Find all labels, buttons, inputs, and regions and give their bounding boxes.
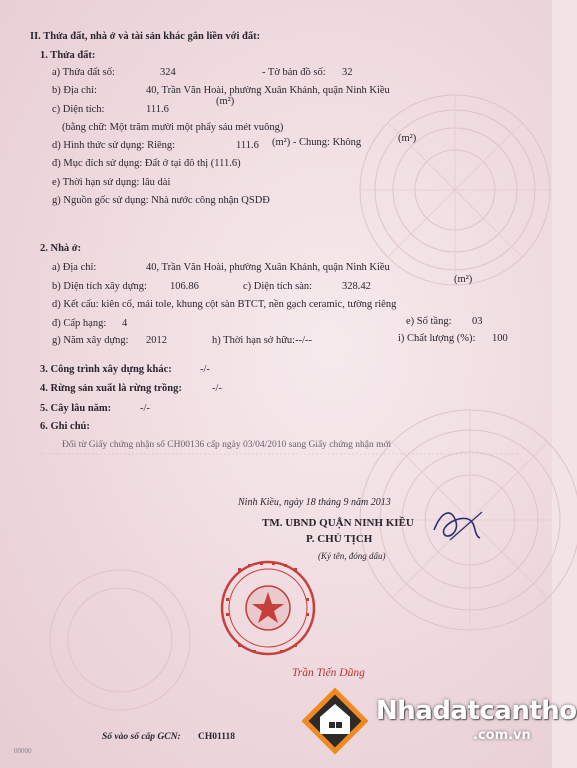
watermark-domain: .com.vn	[473, 728, 531, 743]
house-address-label: a) Địa chỉ:	[52, 262, 97, 273]
place-date: Ninh Kiều, ngày 18 tháng 9 năm 2013	[238, 497, 391, 508]
floors-value: 03	[472, 316, 483, 327]
usage-private-value: 111.6	[236, 140, 259, 151]
house-structure: d) Kết cấu: kiên cố, mái tole, khung cột sàn BTCT, nền gạch ceramic, tường riêng	[52, 299, 397, 310]
quality-label: i) Chất lượng (%):	[398, 333, 476, 344]
usage-common-unit: (m²)	[398, 133, 417, 144]
perennial-value: -/-	[140, 403, 150, 414]
plot-label: a) Thửa đất số:	[52, 67, 115, 78]
land-duration: e) Thời hạn sử dụng: lâu dài	[52, 177, 171, 188]
quality-value: 100	[492, 333, 508, 344]
year-label: g) Năm xây dựng:	[52, 335, 129, 346]
land-purpose: đ) Mục đích sử dụng: Đất ở tại đô thị (111.6)	[52, 158, 241, 169]
house-logo-icon	[302, 688, 368, 754]
ownership-term: h) Thời hạn sở hữu:--/--	[212, 335, 313, 346]
land-address-value: 40, Trần Văn Hoài, phường Xuân Khánh, quận Ninh Kiều	[146, 85, 390, 96]
usage-form-label: d) Hình thức sử dụng: Riêng:	[52, 140, 176, 151]
registry-label: Số vào sổ cấp GCN:	[102, 732, 181, 742]
map-label: - Tờ bản đồ số:	[262, 67, 326, 78]
section-title: II. Thửa đất, nhà ở và tài sản khác gắn liền với đất:	[30, 31, 261, 42]
watermark-brand: Nhadatcantho	[376, 696, 577, 726]
signer-role: P. CHỦ TỊCH	[306, 533, 373, 545]
perennial-label: 5. Cây lâu năm:	[40, 403, 112, 414]
issuing-authority: TM. UBND QUẬN NINH KIỀU	[262, 517, 414, 529]
built-area-label: b) Diện tích xây dựng:	[52, 281, 147, 292]
watermark-logo	[298, 686, 577, 756]
other-works-value: -/-	[200, 364, 210, 375]
land-area-value: 111.6	[146, 104, 169, 115]
land-area-words: (bằng chữ: Một trăm mười một phẩy sáu mét vuông)	[62, 122, 284, 133]
land-origin: g) Nguồn gốc sử dụng: Nhà nước công nhận QSDĐ	[52, 195, 270, 206]
plot-value: 324	[160, 67, 176, 78]
serial-number: 00000	[14, 747, 32, 755]
house-address-value: 40, Trần Văn Hoài, phường Xuân Khánh, quận Ninh Kiều	[146, 262, 390, 273]
notes-value: Đổi từ Giấy chứng nhận số CH00136 cấp ngày 03/04/2010 sang Giấy chứng nhận mới	[62, 440, 392, 450]
built-area-value: 106.86	[170, 281, 199, 292]
land-area-label: c) Diện tích:	[52, 104, 105, 115]
floors-label: e) Số tầng:	[406, 316, 452, 327]
floor-area-unit: (m²)	[454, 274, 473, 285]
land-area-unit: (m²)	[216, 96, 235, 107]
floor-area-label: c) Diện tích sàn:	[243, 281, 313, 292]
sign-note: (Ký tên, đóng dấu)	[318, 551, 386, 561]
grade-value: 4	[122, 318, 128, 329]
usage-common: (m²) - Chung: Không	[272, 137, 362, 148]
land-address-label: b) Địa chỉ:	[52, 85, 97, 96]
house-heading: 2. Nhà ở:	[40, 243, 82, 254]
forest-label: 4. Rừng sản xuất là rừng trồng:	[40, 383, 182, 394]
official-seal	[218, 558, 318, 658]
registry-value: CH01118	[198, 732, 235, 742]
forest-value: -/-	[212, 383, 222, 394]
floor-area-value: 328.42	[342, 281, 371, 292]
grade-label: đ) Cấp hạng:	[52, 318, 107, 329]
land-heading: 1. Thửa đất:	[40, 50, 96, 61]
map-value: 32	[342, 67, 353, 78]
handwritten-signature	[430, 500, 490, 550]
year-value: 2012	[146, 335, 167, 346]
notes-label: 6. Ghi chú:	[40, 421, 90, 432]
other-works-label: 3. Công trình xây dựng khác:	[40, 364, 172, 375]
signer-name: Trần Tiến Dũng	[292, 667, 365, 679]
